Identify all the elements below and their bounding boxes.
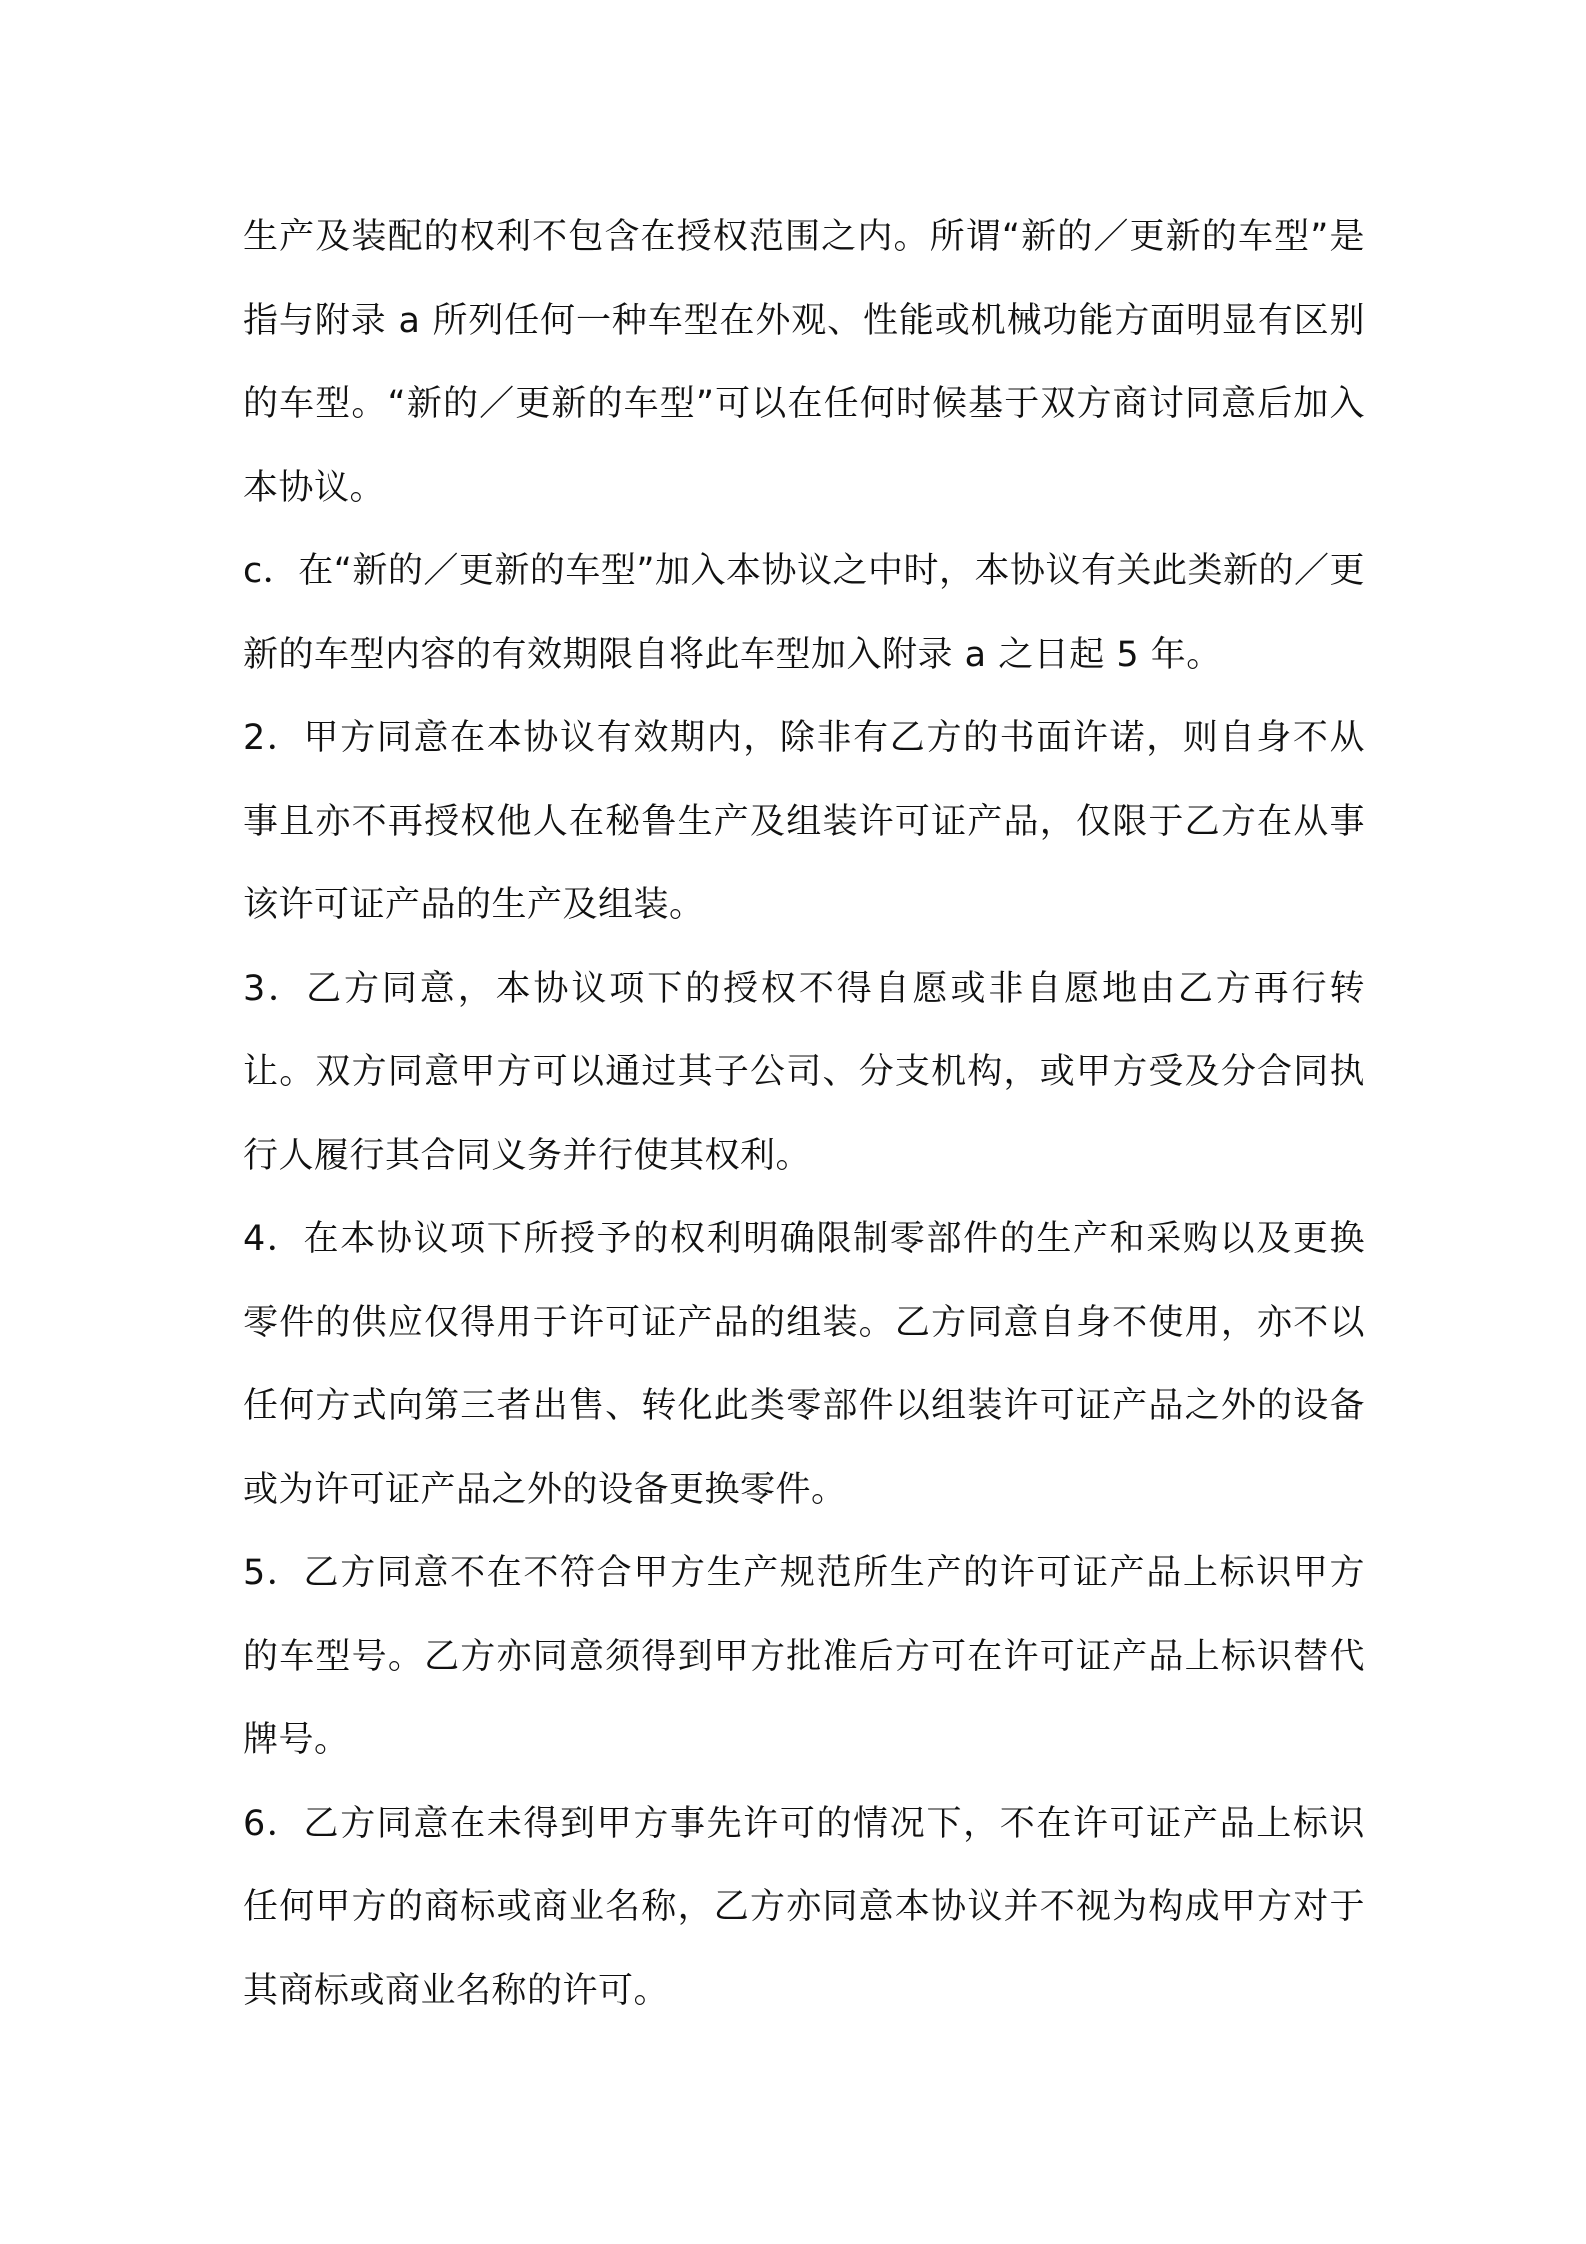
paragraph-clause-4: 4．在本协议项下所授予的权利明确限制零部件的生产和采购以及更换零件的供应仅得用于许可证产品的组装。乙方同意自身不使用，亦不以任何方式向第三者出售、转化此类零部件以组装许可证产品之外的设备或为许可证产品之外的设备更换零件。 bbox=[243, 1219, 1365, 1510]
paragraph-clause-6: 6．乙方同意在未得到甲方事先许可的情况下，不在许可证产品上标识任何甲方的商标或商业名称，乙方亦同意本协议并不视为构成甲方对于其商标或商业名称的许可。 bbox=[243, 1803, 1365, 2011]
document-body bbox=[243, 196, 1365, 2033]
paragraph-clause-5: 5．乙方同意不在不符合甲方生产规范所生产的许可证产品上标识甲方的车型号。乙方亦同意须得到甲方批准后方可在许可证产品上标识替代牌号。 bbox=[243, 1553, 1365, 1760]
paragraph-clause-c: c．在“新的／更新的车型”加入本协议之中时，本协议有关此类新的／更新的车型内容的有效期限自将此车型加入附录 a 之日起 5 年。 bbox=[243, 551, 1366, 675]
paragraph-clause-2: 2．甲方同意在本协议有效期内，除非有乙方的书面许诺，则自身不从事且亦不再授权他人在秘鲁生产及组装许可证产品，仅限于乙方在从事该许可证产品的生产及组装。 bbox=[243, 718, 1365, 925]
paragraph-continuation: 生产及装配的权利不包含在授权范围之内。所谓“新的／更新的车型”是指与附录 a 所列任何一种车型在外观、性能或机械功能方面明显有区别的车型。“新的／更新的车型”可以在任何时候基于双方商讨同意后加入本协议。 bbox=[243, 217, 1365, 508]
paragraph-clause-3: 3．乙方同意，本协议项下的授权不得自愿或非自愿地由乙方再行转让。双方同意甲方可以通过其子公司、分支机构，或甲方受及分合同执行人履行其合同义务并行使其权利。 bbox=[243, 968, 1365, 1176]
